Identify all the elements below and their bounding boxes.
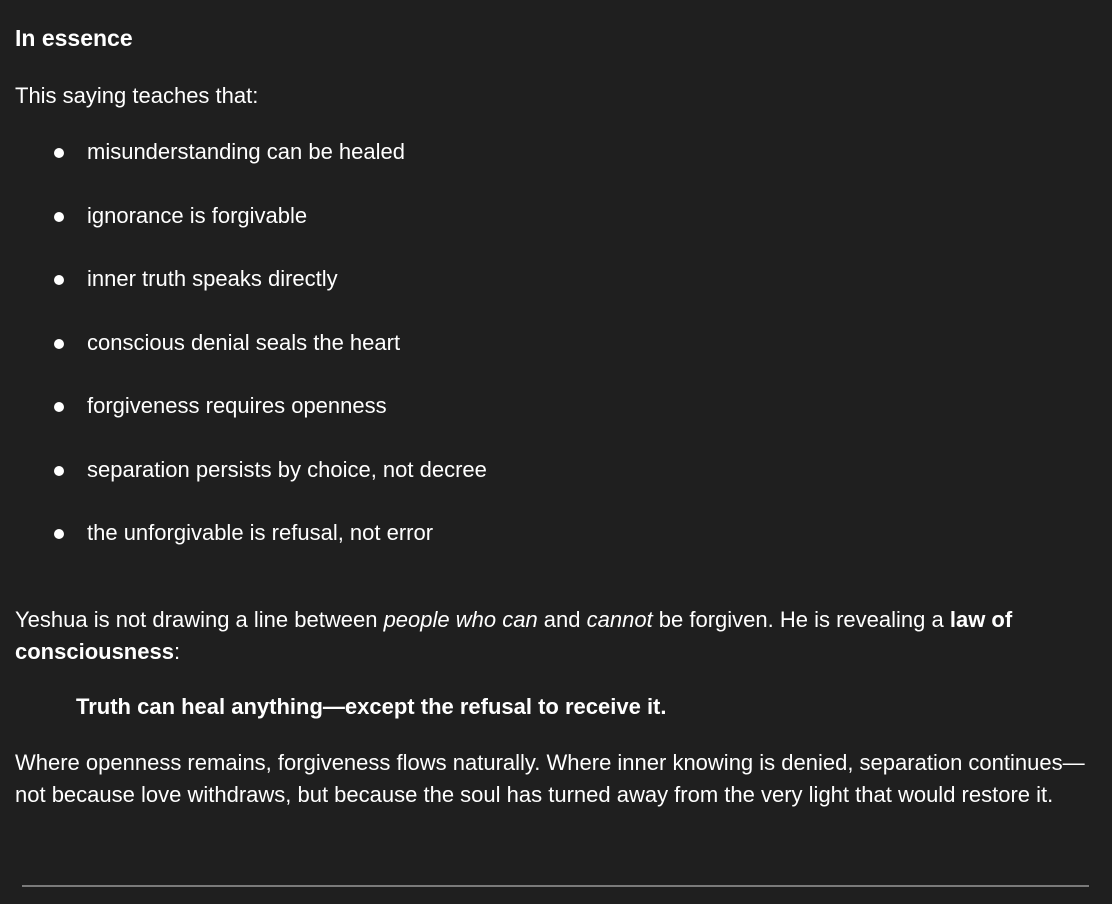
list-item-text: conscious denial seals the heart	[87, 329, 401, 355]
horizontal-divider	[22, 885, 1089, 887]
list-item-text: the unforgivable is refusal, not error	[87, 520, 434, 545]
section-heading: In essence	[15, 25, 133, 51]
bold-segment: law of consciousness	[15, 607, 1013, 664]
list-item-text: ignorance is forgivable	[87, 202, 308, 228]
list-item	[15, 202, 487, 266]
list-item	[15, 392, 487, 456]
bullet-dot-icon	[54, 275, 64, 285]
list-item	[15, 456, 487, 520]
list-item-text: inner truth speaks directly	[87, 266, 338, 291]
list-item-text: forgiveness requires openness	[87, 393, 387, 418]
bullet-dot-icon	[54, 339, 64, 349]
text-segment: Yeshua is not drawing a line between	[15, 607, 384, 632]
list-item	[15, 265, 487, 329]
list-item	[15, 519, 487, 583]
list-item	[15, 138, 487, 202]
text-segment: and	[537, 607, 587, 632]
law-paragraph	[15, 604, 1105, 668]
bullet-dot-icon	[54, 212, 64, 222]
text-segment: :	[173, 639, 181, 664]
intro-text: This saying teaches that:	[15, 83, 259, 108]
text-segment: be forgiven. He is revealing a	[652, 607, 950, 632]
list-item-text: misunderstanding can be healed	[87, 139, 406, 164]
bullet-dot-icon	[54, 148, 64, 158]
closing-paragraph: Where openness remains, forgiveness flows naturally. Where inner knowing is denied, separation continues—not because love withdraws, but because the soul has turned away from the very light that would restore it.	[15, 750, 1085, 807]
teaching-list	[15, 138, 487, 583]
bullet-dot-icon	[54, 466, 64, 476]
block-quote: Truth can heal anything—except the refusal to receive it.	[76, 694, 667, 719]
list-item	[15, 329, 487, 393]
list-item-text: separation persists by choice, not decree	[87, 456, 487, 482]
italic-segment: people who can	[383, 607, 538, 632]
italic-segment: cannot	[586, 607, 653, 632]
bullet-dot-icon	[54, 529, 64, 539]
bullet-dot-icon	[54, 402, 64, 412]
